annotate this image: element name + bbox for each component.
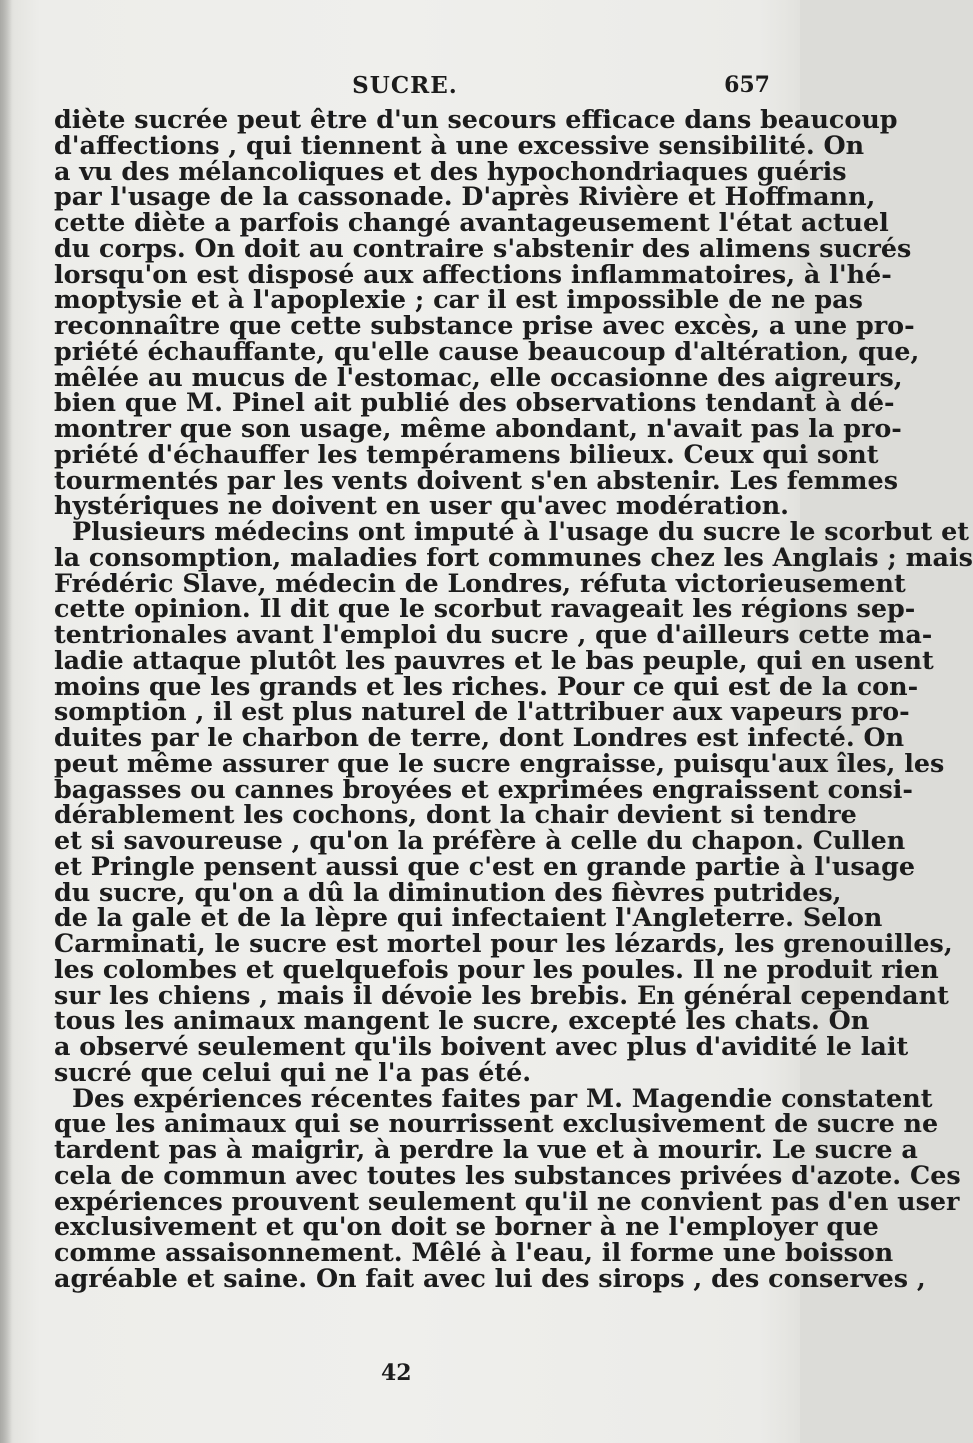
text-line: mêlée au mucus de l'estomac, elle occasionne des aigreurs,	[54, 361, 903, 392]
text-line: de la gale et de la lèpre qui infectaient l'Angleterre. Selon	[54, 902, 883, 933]
text-line: peut même assurer que le sucre engraisse, puisqu'aux îles, les	[54, 747, 945, 778]
text-line: duites par le charbon de terre, dont Londres est infecté. On	[54, 722, 905, 752]
text-line: exclusivement et qu'on doit se borner à ne l'employer que	[54, 1211, 879, 1242]
text-line: moptysie et à l'apoplexie ; car il est impossible de ne pas	[54, 284, 863, 315]
text-line: cela de commun avec toutes les substances privées d'azote. Ces	[54, 1159, 961, 1190]
text-line: et Pringle pensent aussi que c'est en grande partie à l'usage	[54, 850, 916, 881]
text-line: priété d'échauffer les tempéramens bilieux. Ceux qui sont	[54, 438, 879, 469]
text-line: hystériques ne doivent en user qu'avec modération.	[54, 490, 790, 521]
text-line: a observé seulement qu'ils boivent avec plus d'avidité le lait	[54, 1031, 909, 1061]
text-line: tous les animaux mangent le sucre, excepté les chats. On	[54, 1005, 870, 1036]
text-line: reconnaître que cette substance prise avec excès, a une pro-	[54, 310, 915, 340]
printer-signature-mark: 42	[381, 1360, 412, 1386]
text-line: bagasses ou cannes broyées et exprimées engraissent consi-	[54, 773, 913, 804]
text-line: d'affections , qui tiennent à une excessive sensibilité. On	[54, 129, 865, 160]
text-line: montrer que son usage, même abondant, n'avait pas la pro-	[54, 413, 902, 443]
text-line: tentrionales avant l'emploi du sucre , que d'ailleurs cette ma-	[54, 619, 933, 649]
text-line: ladie attaque plutôt les pauvres et le bas peuple, qui en usent	[54, 644, 934, 675]
text-line: Plusieurs médecins ont imputé à l'usage du sucre le scorbut et	[72, 516, 969, 546]
text-line: moins que les grands et les riches. Pour ce qui est de la con-	[54, 670, 919, 701]
text-line: comme assaisonnement. Mêlé à l'eau, il forme une boisson	[54, 1237, 894, 1267]
body-text	[54, 104, 973, 1293]
text-line: du corps. On doit au contraire s'abstenir des alimens sucrés	[54, 232, 912, 263]
page-number: 657	[724, 72, 770, 98]
text-line: tourmentés par les vents doivent s'en abstenir. Les femmes	[54, 464, 898, 495]
text-line: a vu des mélancoliques et des hypochondriaques guéris	[54, 155, 847, 186]
text-line: dérablement les cochons, dont la chair devient si tendre	[54, 799, 857, 830]
page-gutter-shadow	[0, 0, 12, 1443]
text-line: somption , il est plus naturel de l'attribuer aux vapeurs pro-	[54, 696, 910, 727]
text-line: Des expériences récentes faites par M. Magendie constatent	[72, 1082, 933, 1113]
text-line: les colombes et quelquefois pour les poules. Il ne produit rien	[54, 953, 939, 984]
text-line: sucré que celui qui ne l'a pas été.	[54, 1056, 532, 1087]
text-line: priété échauffante, qu'elle cause beaucoup d'altération, que,	[54, 335, 920, 366]
text-line: agréable et saine. On fait avec lui des sirops , des conserves ,	[54, 1262, 926, 1293]
text-line: bien que M. Pinel ait publié des observations tendant à dé-	[54, 387, 895, 418]
text-line: du sucre, qu'on a dû la diminution des fièvres putrides,	[54, 876, 842, 907]
text-line: lorsqu'on est disposé aux affections inflammatoires, à l'hé-	[54, 258, 892, 289]
running-title: SUCRE.	[352, 72, 458, 99]
text-line: Frédéric Slave, médecin de Londres, réfuta victorieusement	[54, 567, 906, 598]
text-line: tardent pas à maigrir, à perdre la vue et à mourir. Le sucre a	[54, 1134, 918, 1164]
text-line: la consomption, maladies fort communes chez les Anglais ; mais	[54, 541, 973, 572]
text-line: et si savoureuse , qu'on la préfère à celle du chapon. Cullen	[54, 825, 906, 855]
text-line: cette diète a parfois changé avantageusement l'état actuel	[54, 207, 889, 237]
text-line: que les animaux qui se nourrissent exclusivement de sucre ne	[54, 1108, 939, 1139]
text-line: Carminati, le sucre est mortel pour les lézards, les grenouilles,	[54, 928, 953, 958]
running-head	[40, 72, 770, 106]
text-line: sur les chiens , mais il dévoie les brebis. En général cependant	[54, 979, 949, 1010]
text-line: diète sucrée peut être d'un secours efficace dans beaucoup	[54, 104, 898, 134]
text-line: expériences prouvent seulement qu'il ne convient pas d'en user	[54, 1185, 960, 1216]
text-line: par l'usage de la cassonade. D'après Rivière et Hoffmann,	[54, 181, 876, 212]
text-line: cette opinion. Il dit que le scorbut ravageait les régions sep-	[54, 593, 916, 624]
